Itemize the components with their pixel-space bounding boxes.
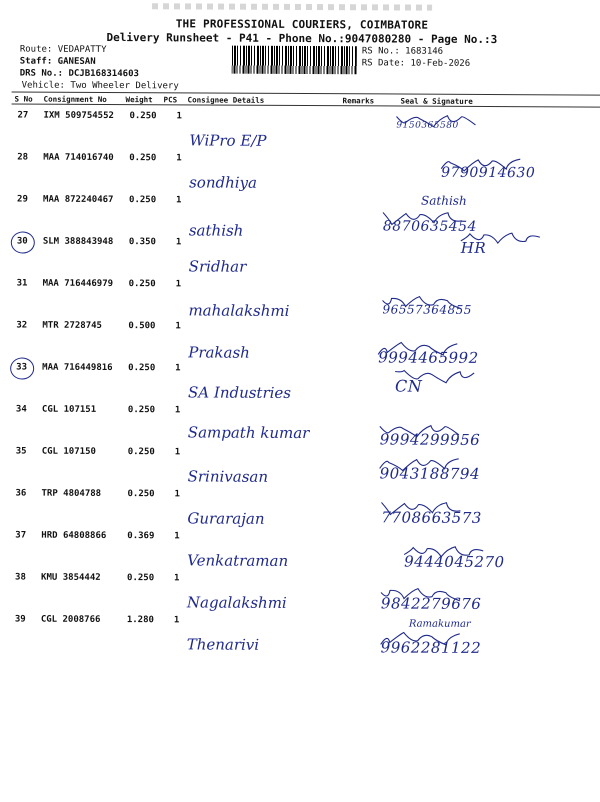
- row-pcs: 1: [176, 195, 182, 206]
- row-consignment: IXM 509754552: [43, 110, 114, 122]
- col-sno: S No: [14, 94, 33, 104]
- row-weight: 0.250: [129, 195, 157, 206]
- row-pcs: 1: [175, 237, 182, 248]
- row-consignment: CGL 107150: [41, 446, 96, 457]
- signature-scribble: [456, 229, 576, 252]
- table-row: [0, 446, 600, 489]
- row-sno: 39: [14, 614, 26, 625]
- consignee-name: Srinivasan: [187, 467, 269, 486]
- row-sno: 31: [16, 278, 28, 289]
- row-sno: 27: [17, 110, 29, 121]
- table-row: [0, 530, 599, 573]
- table-row: [1, 152, 600, 195]
- signature-scribble: [375, 420, 495, 443]
- consignee-name: Venkatraman: [187, 551, 289, 570]
- signature-scribble: [376, 628, 496, 651]
- signature-phone: HR: [460, 238, 487, 257]
- row-pcs: 1: [176, 111, 182, 122]
- table-row: [0, 572, 599, 615]
- row-sno: 37: [15, 530, 27, 541]
- row-sno: 30: [16, 236, 28, 247]
- consignee-name: Sridhar: [188, 257, 247, 276]
- signature-scribble: [391, 110, 511, 133]
- table-row: [0, 614, 599, 657]
- col-consignee: Consignee Details: [187, 95, 265, 105]
- row-pcs: 1: [174, 531, 180, 542]
- signature-row39: Ramakumar: [408, 618, 471, 630]
- signature-phone: 96557364855: [382, 302, 472, 317]
- signature-scribble: [376, 584, 496, 607]
- row-sno: 33: [16, 362, 28, 373]
- row-weight: 0.250: [129, 111, 157, 122]
- row-pcs: 1: [175, 363, 181, 374]
- table-row: [0, 320, 600, 367]
- consignee-name: SA Industries: [187, 383, 292, 402]
- row-pcs: 1: [176, 153, 182, 164]
- col-remarks: Remarks: [342, 96, 375, 106]
- row-consignment: CGL 107151: [41, 404, 97, 415]
- row-weight: 0.250: [128, 279, 156, 290]
- table-row: [1, 110, 600, 153]
- row-weight: 0.250: [127, 447, 155, 458]
- signature-phone: 9150365580: [396, 120, 459, 131]
- company-title: THE PROFESSIONAL COURIERS, COIMBATORE: [175, 17, 429, 32]
- signature-scribble: [436, 155, 556, 178]
- row-weight: 0.500: [128, 321, 156, 332]
- row-weight: 0.250: [128, 363, 156, 374]
- row-sno: 34: [15, 404, 27, 415]
- consignee-name: Sampath kumar: [187, 423, 310, 443]
- row-pcs: 1: [174, 573, 180, 584]
- row-consignment: MAA 716446979: [42, 278, 114, 290]
- signature-phone: 9994465992: [378, 348, 479, 367]
- staff-label: Staff: GANESAN: [19, 56, 96, 67]
- row-weight: 0.250: [129, 153, 157, 164]
- row-consignment: KMU 3854442: [41, 572, 101, 583]
- signature-phone: 9962281122: [380, 638, 482, 657]
- signature-phone: 9790914630: [441, 164, 536, 182]
- row-weight: 0.250: [127, 405, 156, 416]
- row-sno: 35: [15, 446, 27, 457]
- row-pcs: 1: [174, 489, 180, 500]
- row-consignment: MAA 872240467: [43, 194, 114, 206]
- signature-scribble: [377, 292, 497, 315]
- print-smudge: [152, 3, 432, 10]
- signature-phone: 7708663573: [381, 508, 482, 527]
- row-consignment: MAA 714016740: [43, 152, 114, 164]
- row-sno: 29: [17, 194, 28, 205]
- row-sno: 38: [15, 572, 26, 583]
- col-seal: Seal & Signature: [400, 96, 473, 106]
- row-consignment: CGL 2008766: [40, 614, 101, 625]
- row-pcs: 1: [175, 321, 181, 332]
- signature-scribble: [399, 543, 519, 566]
- row-sno: 36: [15, 488, 27, 499]
- signature-scribble: [373, 338, 493, 361]
- consignee-name: Gurarajan: [187, 509, 265, 528]
- consignee-name: Nagalakshmi: [186, 593, 287, 612]
- consignee-name: sondhiya: [189, 173, 258, 192]
- signature-scribble: [390, 366, 510, 389]
- barcode: [232, 46, 357, 75]
- table-row: [0, 404, 600, 447]
- header-bottom-rule: [12, 103, 600, 107]
- route-label: Route: VEDAPATTY: [19, 44, 107, 55]
- rs-no-label: RS No.: 1683146: [361, 46, 444, 57]
- vehicle-label: Vehicle: Two Wheeler Delivery: [21, 80, 179, 92]
- rs-date-label: RS Date: 10-Feb-2026: [361, 58, 471, 69]
- row-consignment: HRD 64808866: [41, 530, 107, 541]
- row-circle-mark: [11, 231, 35, 253]
- signature-phone: 9994299956: [379, 430, 481, 449]
- table-row: [0, 278, 600, 321]
- row-consignment: MTR 2728745: [42, 320, 103, 331]
- consignee-name: sathish: [188, 221, 244, 240]
- col-weight: Weight: [125, 95, 153, 105]
- consignee-name: Thenarivi: [186, 635, 260, 654]
- row-pcs: 1: [174, 447, 181, 458]
- signature-scribble: [378, 208, 498, 231]
- row-weight: 0.350: [128, 237, 156, 248]
- runsheet-title: Delivery Runsheet - P41 - Phone No.:9047080280 - Page No.:3: [106, 30, 498, 47]
- signature-phone: 9043188794: [379, 464, 481, 483]
- table-row: [0, 362, 600, 405]
- row-pcs: 1: [173, 615, 180, 626]
- consignee-name: mahalakshmi: [188, 301, 290, 320]
- signature-scribble: [376, 498, 496, 521]
- row-sno: 28: [17, 152, 29, 163]
- drs-label: DRS No.: DCJB168314603: [19, 68, 139, 80]
- row-circle-mark: [10, 357, 34, 379]
- col-consignment: Consignment No: [43, 94, 107, 104]
- row-weight: 0.369: [127, 531, 155, 542]
- row-pcs: 1: [175, 279, 182, 290]
- consignee-name: WiPro E/P: [189, 131, 267, 150]
- col-pcs: PCS: [163, 95, 178, 105]
- signature-scribble: [375, 454, 495, 477]
- consignee-name: Prakash: [188, 343, 250, 362]
- signature-phone: CN: [395, 376, 423, 396]
- row-weight: 0.250: [127, 489, 155, 500]
- row-consignment: TRP 4804788: [41, 488, 102, 499]
- row-pcs: 1: [174, 405, 181, 416]
- table-row: [0, 488, 600, 531]
- signature-row29: Sathish: [421, 193, 467, 208]
- row-sno: 32: [16, 320, 28, 331]
- signature-phone: 9842279676: [380, 594, 482, 613]
- row-weight: 1.280: [126, 615, 154, 626]
- signature-phone: 9444045270: [404, 552, 505, 572]
- table-row: [1, 236, 600, 279]
- row-consignment: MAA 716449816: [42, 362, 113, 374]
- row-weight: 0.250: [127, 573, 155, 584]
- signature-phone: 8870635454: [382, 218, 478, 235]
- row-consignment: SLM 388843948: [42, 236, 114, 248]
